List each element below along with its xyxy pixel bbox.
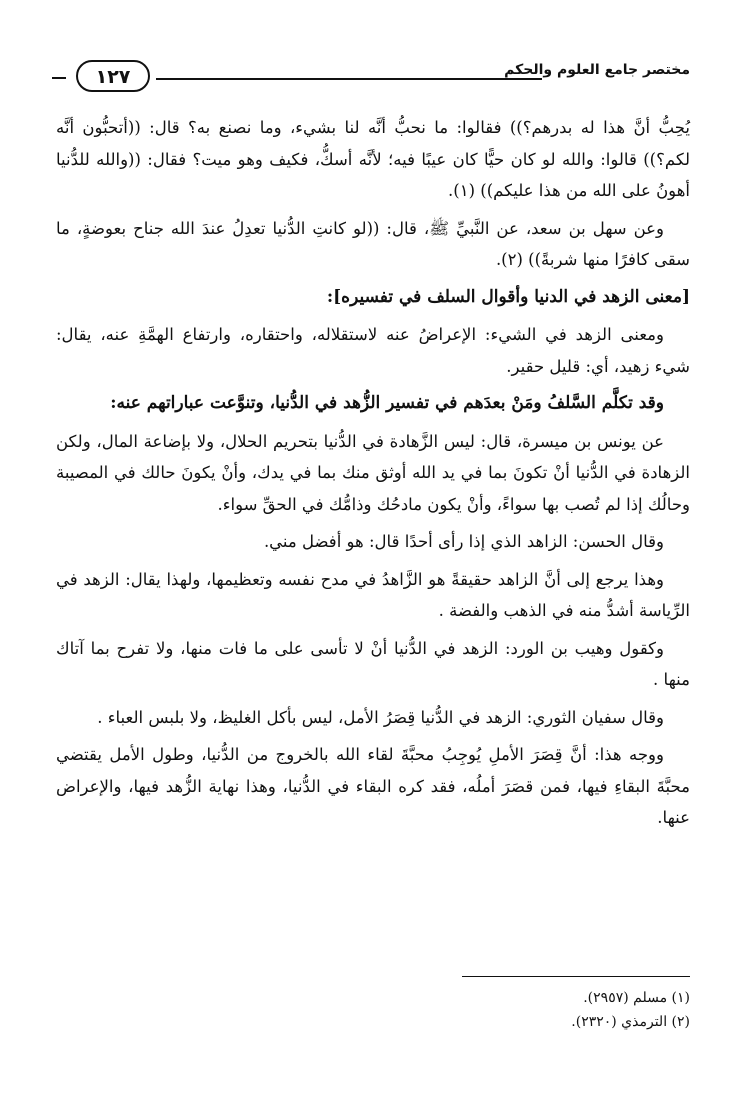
paragraph-sufyan: وقال سفيان الثوري: الزهد في الدُّنيا قِصَرُ الأمل، ليس بأكل الغليظ، ولا بلبس العباء .	[97, 707, 664, 727]
footnotes	[290, 986, 690, 1034]
paragraph-salaf-intro: وقد تكلَّم السَّلفُ ومَنْ بعدَهم في تفسير الزُّهد في الدُّنيا، وتنوَّعت عباراتهم عنه:	[110, 393, 664, 413]
paragraph-zuhd-meaning: ومعنى الزهد في الشيء: الإعراضُ عنه لاستقلاله، واحتقاره، وارتفاع الهمَّةِ عنه، يقال: شيء زهيد، أي: قليل حقير.	[56, 325, 690, 376]
section-heading: [معنى الزهد في الدنيا وأقوال السلف في تفسيره]:	[326, 286, 690, 307]
paragraph-yunus: عن يونس بن ميسرة، قال: ليس الزَّهادة في الدُّنيا بتحريم الحلال، ولا بإضاعة المال، ولكن الزهادة في الدُّنيا أنْ تكونَ بما في يد الله أوثق منك بما في يدك، وأنْ يكونَ حالك في المصيبة وحالُك إذا لم تُصب بها سواءً، وأنْ يكون مادحُك وذامُّك في الحقِّ سواء.	[56, 431, 690, 514]
header-dash	[52, 77, 66, 79]
page-number: ١٢٧	[76, 60, 150, 92]
page-header	[52, 60, 690, 94]
book-title: مختصر جامع العلوم والحكم	[504, 62, 690, 78]
footnote-2: (٢) الترمذي (٢٣٢٠).	[571, 1014, 690, 1030]
header-rule	[156, 78, 542, 80]
paragraph-hasan: وقال الحسن: الزاهد الذي إذا رأى أحدًا قال: هو أفضل مني.	[263, 532, 664, 551]
paragraph-hadith-end: يُحِبُّ أنَّ هذا له بدرهم؟)) فقالوا: ما نحبُّ أنَّه لنا بشيء، وما نصنع به؟ قال: ((أتحبُّون أنَّه لكم؟)) قالوا: والله لو كان حيًّا كان عيبًا فيه؛ لأنَّه أسكُّ، فكيف وهو ميت؟ فقال: ((والله للدُّنيا أهونُ على الله من هذا عليكم)) (١).	[56, 118, 690, 200]
paragraph-sahl-hadith: وعن سهل بن سعد، عن النَّبيِّ ﷺ، قال: ((لو كانتِ الدُّنيا تعدِلُ عندَ الله جناح بعوضةٍ، ما سقى كافرًا منها شربةً)) (٢).	[56, 218, 690, 269]
footnote-1: (١) مسلم (٢٩٥٧).	[583, 990, 690, 1006]
paragraph-explanation: وهذا يرجع إلى أنَّ الزاهد حقيقةً هو الزَّاهدُ في مدح نفسه وتعظيمها، ولهذا يقال: الزهد في الرِّياسة أشدُّ منه في الذهب والفضة .	[56, 569, 690, 620]
paragraph-reasoning: ووجه هذا: أنَّ قِصَرَ الأملِ يُوجِبُ محبَّةَ لقاء الله بالخروج من الدُّنيا، وطول الأمل يقتضي محبَّةَ البقاءِ فيها، فمن قصَرَ أملُه، فقد كره البقاء في الدُّنيا، وهذا نهاية الزُّهد فيها، والإعراض عنها.	[56, 745, 690, 827]
paragraph-wuhayb: وكقول وهيب بن الورد: الزهد في الدُّنيا أنْ لا تأسى على ما فات منها، ولا تفرح بما آتاك منها .	[56, 638, 690, 689]
footnote-rule	[462, 976, 690, 977]
page-body	[56, 112, 690, 840]
